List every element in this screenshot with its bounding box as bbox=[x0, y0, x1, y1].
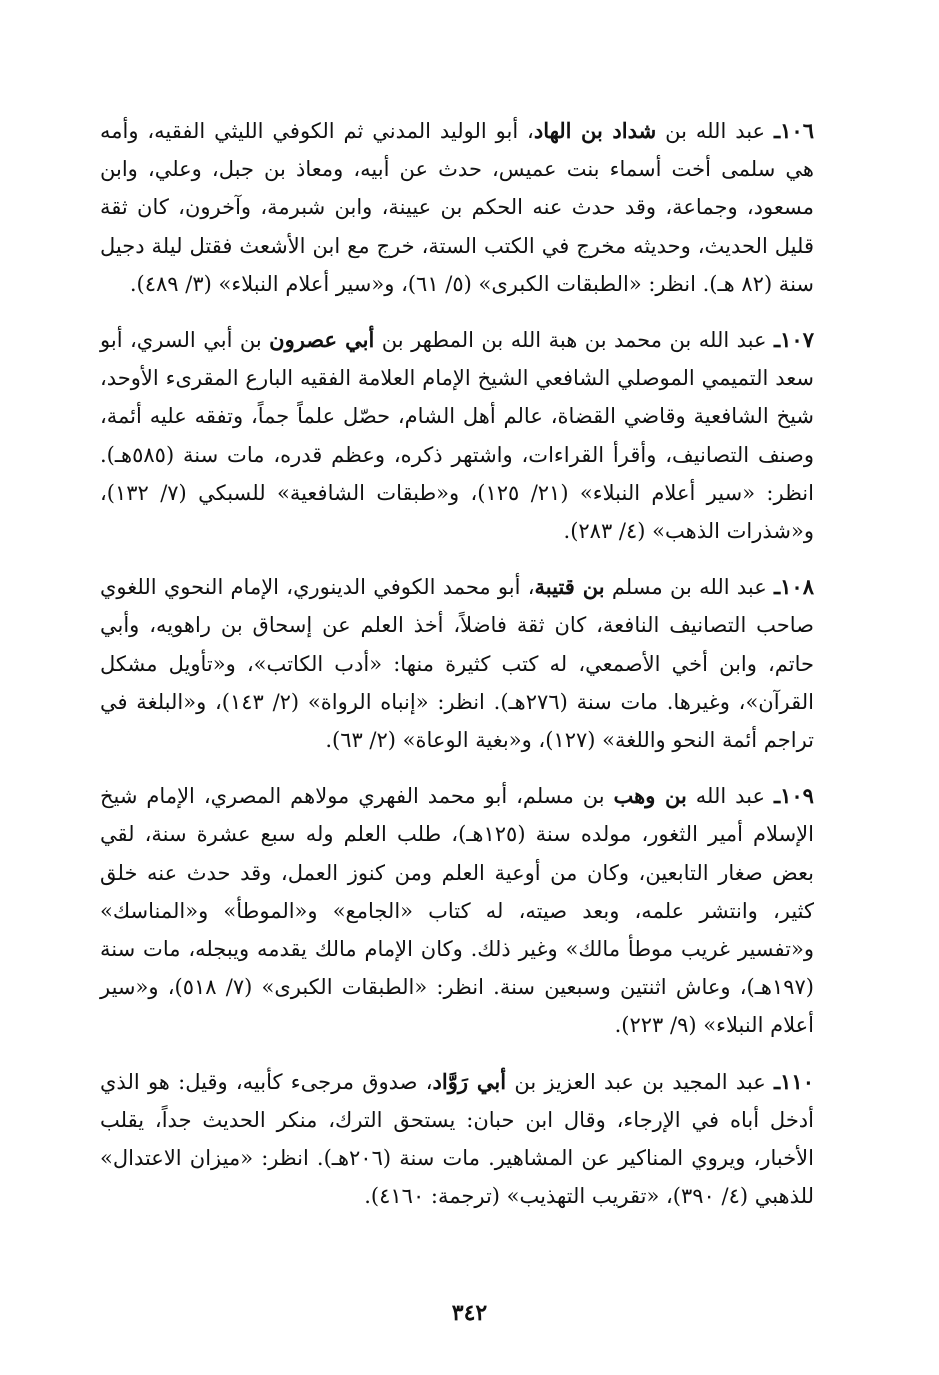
biography-entry-110 bbox=[100, 1063, 814, 1216]
entry-prefix: عبد الله بن مسلم bbox=[604, 575, 774, 600]
entry-prefix: عبد الله بن bbox=[656, 119, 774, 143]
entry-name: بن وهب bbox=[613, 783, 687, 809]
biography-entry-106 bbox=[100, 112, 814, 303]
entry-text: ، صدوق مرجىء كأبيه، وقيل: هو الذي أدخل أباه في الإرجاء، وقال ابن حبان: يستحق الترك، منكر الحديث جداً، يقلب الأخبار، ويروي المناكير عن المشاهير. مات سنة (٢٠٦هـ). انظر: «ميزان الاعتدال» للذهبي (٤/ ٣٩٠)، «تقريب التهذيب» (ترجمة: ٤١٦٠). bbox=[100, 1069, 814, 1209]
entry-number: ١٠٩ـ bbox=[773, 783, 814, 809]
entry-number: ١٠٦ـ bbox=[774, 118, 814, 143]
page-body bbox=[100, 112, 814, 1233]
biography-entry-107 bbox=[100, 321, 814, 550]
biography-entry-109 bbox=[100, 777, 814, 1044]
entry-name: شداد بن الهاد bbox=[533, 118, 657, 143]
entry-text: بن أبي السري، أبو سعد التميمي الموصلي الشافعي الشيخ الإمام العلامة الفقيه البارع المقرىء الأوحد، شيخ الشافعية وقاضي القضاة، عالم أهل الشام، حصّل علماً جماً، وتفقه عليه أئمة، وصنف التصانيف، وأقرأ القراءات، واشتهر ذكره، وعظم قدره، مات سنة (٥٨٥هـ). انظر: «سير أعلام النبلاء» (٢١/ ١٢٥)، و«طبقات الشافعية» للسبكي (٧/ ١٣٢)، و«شذرات الذهب» (٤/ ٢٨٣). bbox=[100, 328, 814, 544]
entry-prefix: عبد الله bbox=[686, 784, 774, 809]
entry-name: أبي رَوَّاد bbox=[432, 1068, 507, 1094]
entry-name: بن قتيبة bbox=[534, 574, 605, 600]
entry-number: ١١٠ـ bbox=[774, 1068, 814, 1094]
entry-text: ، أبو الوليد المدني ثم الكوفي الليثي الفقيه، وأمه هي سلمى أخت أسماء بنت عميس، حدث عن أبيه، ومعاذ بن جبل، وعلي، وابن مسعود، وجماعة، وقد حدث عنه الحكم بن عيينة، وابن شبرمة، وآخرون، كان ثقة قليل الحديث، وحديثه مخرج في الكتب الستة، خرج مع ابن الأشعث فقتل ليلة دجيل سنة (٨٢ هـ). انظر: «الطبقات الكبرى» (٥/ ٦١)، و«سير أعلام النبلاء» (٣/ ٤٨٩). bbox=[100, 119, 814, 296]
entry-prefix: عبد المجيد بن عبد العزيز بن bbox=[506, 1069, 774, 1094]
entry-number: ١٠٧ـ bbox=[774, 327, 814, 353]
entry-text: ، أبو محمد الكوفي الدينوري، الإمام النحوي اللغوي صاحب التصانيف النافعة، كان ثقة فاضلاً، أخذ العلم عن إسحاق بن راهويه، وأبي حاتم، وابن أخي الأصمعي، له كتب كثيرة منها: «أدب الكاتب»، و«تأويل مشكل القرآن»، وغيرها. مات سنة (٢٧٦هـ). انظر: «إنباه الرواة» (٢/ ١٤٣)، و«البلغة في تراجم أئمة النحو واللغة» (١٢٧)، و«بغية الوعاة» (٢/ ٦٣). bbox=[100, 575, 814, 753]
biography-entry-108 bbox=[100, 568, 814, 759]
entry-prefix: عبد الله بن محمد بن هبة الله بن المطهر بن bbox=[374, 328, 774, 353]
entry-name: أبي عصرون bbox=[269, 327, 375, 353]
entry-number: ١٠٨ـ bbox=[774, 574, 814, 600]
entry-text: بن مسلم، أبو محمد الفهري مولاهم المصري، الإمام شيخ الإسلام أمير الثغور، مولده سنة (١٢٥هـ)، طلب العلم وله سبع عشرة سنة، لقي بعض صغار التابعين، وكان من أوعية العلم ومن كنوز العمل، وقد حدث عنه خلق كثير، وانتشر علمه، وبعد صيته، له كتاب «الجامع» و«الموطأ» و«المناسك» و«تفسير غريب موطأ مالك» وغير ذلك. وكان الإمام مالك يقدمه ويبجله، مات سنة (١٩٧هـ)، وعاش اثنتين وسبعين سنة. انظر: «الطبقات الكبرى» (٧/ ٥١٨)، و«سير أعلام النبلاء» (٩/ ٢٢٣). bbox=[100, 784, 814, 1038]
page-number: ٣٤٢ bbox=[451, 1300, 488, 1326]
